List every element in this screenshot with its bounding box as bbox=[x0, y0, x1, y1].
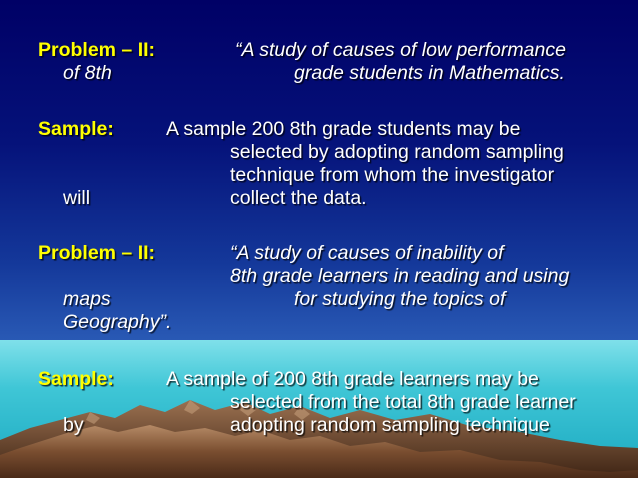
sample-text-1-line2: selected by adopting random sampling bbox=[230, 141, 564, 163]
sample-text-2-line3-left: by bbox=[63, 414, 84, 436]
problem-text-2-line1: “A study of causes of inability of bbox=[230, 242, 504, 264]
sample-label-1: Sample: bbox=[38, 118, 114, 140]
problem-label-2: Problem – II: bbox=[38, 242, 156, 264]
problem-text-2-line3-right: for studying the topics of bbox=[294, 288, 506, 310]
problem-text-2-line3-left: maps bbox=[63, 288, 111, 310]
sample-text-1-line4-left: will bbox=[63, 187, 91, 209]
sample-text-1-line3: technique from whom the investigator bbox=[230, 164, 555, 186]
problem-text-1-line2-right: grade students in Mathematics. bbox=[294, 62, 565, 84]
problem-text-1-line1: “A study of causes of low performance bbox=[235, 39, 566, 61]
problem-label-1: Problem – II: bbox=[38, 39, 156, 61]
sample-text-2-line1: A sample of 200 8th grade learners may be bbox=[166, 368, 539, 390]
sample-text-2-line2: selected from the total 8th grade learner bbox=[230, 391, 576, 413]
problem-text-2-line4: Geography”. bbox=[63, 311, 172, 333]
problem-text-2-line2: 8th grade learners in reading and using bbox=[230, 265, 570, 287]
sample-label-2: Sample: bbox=[38, 368, 114, 390]
problem-text-1-line2-left: of 8th bbox=[63, 62, 112, 84]
sample-text-1-line1: A sample 200 8th grade students may be bbox=[166, 118, 521, 140]
sample-text-1-line4-right: collect the data. bbox=[230, 187, 367, 209]
sample-text-2-line3-right: adopting random sampling technique bbox=[230, 414, 550, 436]
